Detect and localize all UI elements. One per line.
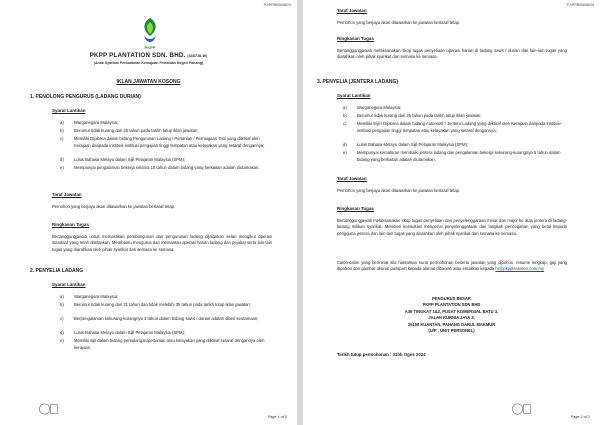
position-2-req-label: Syarat Lantikan — [52, 282, 86, 287]
req-text: Berumur tidak kurang dari 21 tahun dan tidak melebihi 35 tahun pada tarikh tutup iklan jawatan; — [74, 302, 251, 307]
position-2-salary-label: Taraf Jawatan — [337, 8, 367, 13]
address-line: 25150 KUANTAN, PAHANG DARUL MAKMUR — [407, 321, 496, 327]
req-text: Lulus Bahasa Melayu dalam Sijil Pelajaran Malaysia (SPM); — [74, 330, 186, 335]
position-1-duties-text: Bertanggungjawab untuk memastikan pembangunan dan pengurusan ladang dijalankan selari mengikut operasi standard yang telah ditetapkan. Membantu mengurus dan memantau operasi harian ladang dan pejabat serta lain-lain tugas yang diarahkan oleh pihak syarikat dari semasa ke semasa. — [52, 234, 272, 252]
company-logo — [139, 16, 161, 52]
req-letter: e) — [60, 338, 64, 343]
req-text: Mempunyai kemahiran membaiki jentera ladang dan pengalaman bekerja sekurang-kurangnya 5 tahun dalam bidang yang berkaitan adalah diutamakan. — [357, 150, 561, 162]
req-text: Warganegara Malaysia; — [357, 105, 402, 110]
req-letter: b) — [343, 113, 347, 118]
req-letter: c) — [60, 136, 64, 141]
application-email-link[interactable]: hr@pkpplantation.com.my — [495, 266, 545, 272]
subsidiary-line: (Anak Syarikat Perbadanan Kemajuan Pertanian Negeri Pahang) — [93, 61, 204, 65]
page-2 — [303, 0, 600, 425]
application-instructions — [337, 260, 567, 273]
reference-code: PJ/PPB/05/08/24 — [263, 3, 291, 7]
req-letter: e) — [343, 150, 347, 155]
address-line: PENGURUS BESAR — [432, 296, 471, 301]
page-1-footer: Page 1 of 2 — [267, 415, 287, 419]
position-1-heading: 1. PENOLONG PENGURUS (LADANG DURIAN) — [30, 94, 141, 100]
position-1-req-label: Syarat Lantikan — [52, 108, 86, 113]
position-1-salary-text: Pemohon yang berjaya akan ditawarkan ke jawatan bertaraf tetap. — [52, 204, 176, 209]
closing-date: Tarikh tutup permohonan : 31hb Ogos 2024 — [337, 352, 426, 357]
req-letter: d) — [60, 157, 64, 162]
position-1-duties-label: Ringkasan Tugas — [52, 222, 89, 227]
address-line: A49 TINGKAT 1&2, PUSAT KOMERSIAL BATU 3, — [404, 308, 499, 314]
page-2-footer: Page 2 of 2 — [570, 415, 590, 419]
position-3-duties-label: Ringkasan Tugas — [337, 206, 374, 211]
req-text: Berpengalaman sekurang-kurangnya 3 tahun dalam bidang sawit / durian adalah diberi keutamaan; — [74, 316, 259, 321]
reference-code: PJ/PPB/05/08/24 — [566, 3, 594, 7]
position-3-salary-text: Pemohon yang berjaya akan ditawarkan ke jawatan bertaraf tetap. — [337, 188, 461, 193]
stamp-icon — [509, 403, 533, 415]
address-line: PKPP PLANTATION SDN BHD — [422, 302, 481, 308]
position-3-heading: 3. PENYELIA (JENTERA LADANG) — [317, 79, 399, 85]
req-letter: b) — [60, 302, 64, 307]
company-name — [0, 52, 297, 59]
req-text: Memiliki sijil dalam bidang perladangan/pertanian atau kelayakan yang diiktiraf setaraf dengannya oleh kerajaan. — [74, 338, 265, 350]
req-text: Lulus Bahasa Melayu dalam Sijil Pelajaran Malaysia (SPM); — [357, 142, 469, 147]
req-text: Mempunyai pengalaman bekerja selama 10 tahun dalam bidang yang berkaitan adalah diutamakan. — [74, 165, 260, 170]
position-1-salary-label: Taraf Jawatan — [52, 192, 82, 197]
req-text: Berumur tidak kurang dari 25 tahun pada tarikh tutup iklan jawatan; — [74, 128, 199, 133]
req-letter: a) — [60, 120, 64, 125]
address-line: JALAN KURNIA JAYA 3, — [428, 315, 475, 321]
application-text: Calon-calon yang berminat sila hantarkan surat permohonan beserta jawatan yang dipohon, resume lengkap, gaji yang dipohon dan gambar ukuran passport kepada alamat dibawah atau emailkan kepada — [337, 260, 567, 272]
stamp-icon — [36, 403, 60, 415]
page-1 — [0, 0, 297, 425]
address-line: (U/P : UNIT PERSONEL) — [428, 328, 475, 334]
position-3-duties-text: Bertanggungjawab melaksanakan skop tugas penyeliaan dan penyelenggaraan minor dan major ke atas jentera di ladang-ladang milikan syarikat. Memberi konsultasi mengenai penyelenggaraan dan langkah pencegahan yang betul kepada pengguna jentera dan lain-lain tugas yang diarahkan oleh pihak syarikat dari semasa ke semasa. — [337, 218, 567, 236]
req-letter: a) — [343, 105, 347, 110]
svg-text:PKPP: PKPP — [144, 45, 156, 50]
company-name-text: PKPP PLANTATION SDN. BHD. — [89, 52, 186, 59]
mailing-address — [303, 296, 600, 334]
req-letter: d) — [60, 330, 64, 335]
req-letter: a) — [60, 294, 64, 299]
position-2-heading: 2. PENYELIA LADANG — [30, 268, 84, 274]
req-text: Warganegara Malaysia; — [74, 294, 119, 299]
req-text: Memiliki Sijil / Diploma dalam bidang Automotif / Jentera Ladang yang diiktiraf oleh Kerajaan daripada institusi-institusi pengajian tinggi tempatan atau kelayakan yang setaraf dengannya; — [357, 121, 562, 133]
req-letter: b) — [60, 128, 64, 133]
req-text: Warganegara Malaysia; — [74, 120, 119, 125]
req-text: Berumur tidak kurang dari 25 tahun pada tarikh tutup iklan jawatan; — [357, 113, 482, 118]
req-letter: e) — [60, 165, 64, 170]
req-letter: c) — [60, 316, 64, 321]
position-2-duties-label: Ringkasan Tugas — [337, 36, 374, 41]
req-letter: d) — [343, 142, 347, 147]
company-reg-no: (338728-W) — [187, 54, 208, 58]
position-3-req-label: Syarat Lantikan — [337, 93, 371, 98]
position-2-duties-text: Bertanggungjawab melaksanakan skop tugas penyeliaan operasi harian di ladang sawit / durian dan lain-lain tugas yang diarahkan oleh pihak syarikat dari semasa ke semasa. — [337, 48, 567, 60]
document-title: IKLAN JAWATAN KOSONG — [116, 79, 181, 85]
req-text: Memiliki Diploma dalam bidang Pengurusan Ladang / Pertanian / Perniagaan Tani yang diiktiraf oleh Kerajaan daripada institusi-institusi pengajian tinggi tempatan atau kelayakan yang setaraf dengannya; — [74, 136, 265, 148]
position-3-salary-label: Taraf Jawatan — [337, 176, 367, 181]
position-2-salary-text: Pemohon yang berjaya akan ditawarkan ke jawatan bertaraf tetap. — [337, 20, 461, 25]
req-text: Lulus Bahasa Melayu dalam Sijil Pelajaran Malaysia (SPM); — [74, 157, 186, 162]
req-letter: c) — [343, 121, 347, 126]
